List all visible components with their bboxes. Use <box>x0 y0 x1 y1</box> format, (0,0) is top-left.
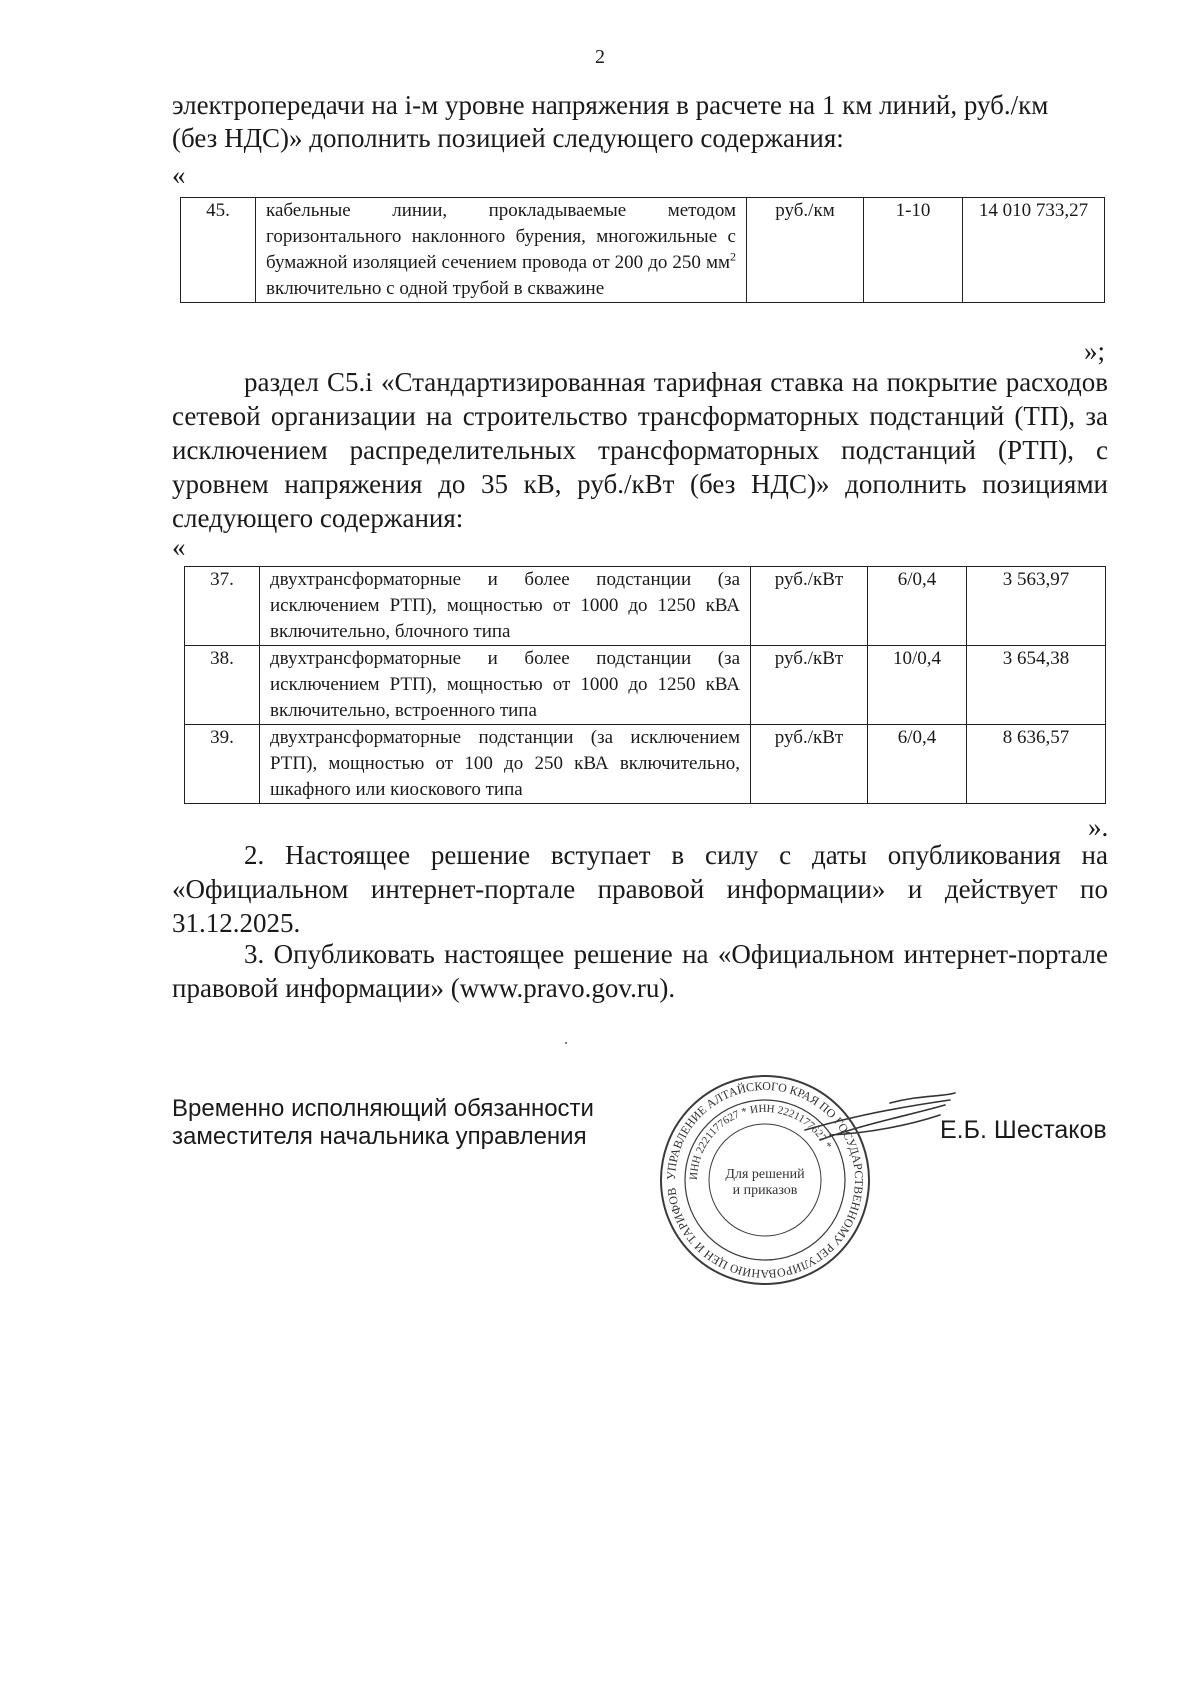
row-rate: 3 654,38 <box>967 646 1106 725</box>
row-description: двухтрансформаторные и более подстанции (за исключением РТП), мощностью от 1000 до 1250 кВА включительно, блочного типа <box>260 567 751 646</box>
svg-text:Для решений: Для решений <box>725 1167 805 1182</box>
row-description: двухтрансформаторные и более подстанции (за исключением РТП), мощностью от 1000 до 1250 кВА включительно, встроенного типа <box>260 646 751 725</box>
stray-dot <box>565 1042 567 1044</box>
rate-table-1 <box>180 197 1105 303</box>
row-number: 38. <box>185 646 260 725</box>
svg-text:и приказов: и приказов <box>732 1183 798 1198</box>
table-row <box>185 646 1106 725</box>
signatory-title-line-1: Временно исполняющий обязанности <box>172 1095 594 1122</box>
row-rate: 14 010 733,27 <box>963 198 1105 303</box>
row-description: двухтрансформаторные подстанции (за исключением РТП), мощностью от 100 до 250 кВА включительно, шкафного или киоскового типа <box>260 725 751 804</box>
row-voltage: 10/0,4 <box>868 646 967 725</box>
open-quote-1: « <box>172 160 186 190</box>
signatory-name: Е.Б. Шестаков <box>940 1116 1107 1144</box>
rate-table-2 <box>184 566 1106 804</box>
table-row <box>185 725 1106 804</box>
svg-text:ИНН 2221177627 * ИНН 222117762: ИНН 2221177627 * ИНН 2221177627 * <box>687 1102 834 1181</box>
official-stamp <box>655 1070 875 1290</box>
page-number: 2 <box>595 46 605 68</box>
row-rate: 8 636,57 <box>967 725 1106 804</box>
row-number: 39. <box>185 725 260 804</box>
row-voltage: 6/0,4 <box>868 567 967 646</box>
intro-line-2: (без НДС)» дополнить позицией следующего содержания: <box>172 123 844 153</box>
row-rate: 3 563,97 <box>967 567 1106 646</box>
clause-2: 2. Настоящее решение вступает в силу с даты опубликования на «Официальном интернет-портале правовой информации» и действует по 31.12.2025. <box>172 840 1108 938</box>
row-unit: руб./км <box>747 198 864 303</box>
section-paragraph: раздел С5.i «Стандартизированная тарифная ставка на покрытие расходов сетевой организации на строительство трансформаторных подстанций (ТП), за исключением распределительных трансформаторных подстанций (РТП), с уровнем напряжения до 35 кВ, руб./кВт (без НДС)» дополнить позициями следующего содержания: <box>172 367 1108 533</box>
row-number: 37. <box>185 567 260 646</box>
table-row <box>185 567 1106 646</box>
row-unit: руб./кВт <box>751 725 868 804</box>
intro-line-1: электропередачи на i-м уровне напряжения в расчете на 1 км линий, руб./км <box>172 90 1049 120</box>
row-unit: руб./кВт <box>751 567 868 646</box>
signatory-title-line-2: заместителя начальника управления <box>172 1123 587 1150</box>
row-number: 45. <box>181 198 256 303</box>
open-quote-2: « <box>172 532 186 562</box>
row-voltage: 1-10 <box>864 198 963 303</box>
row-unit: руб./кВт <box>751 646 868 725</box>
table-row <box>181 198 1105 303</box>
close-quote-2: ». <box>1088 812 1109 842</box>
svg-text:УПРАВЛЕНИЕ АЛТАЙСКОГО КРАЯ ПО: УПРАВЛЕНИЕ АЛТАЙСКОГО КРАЯ ПО ГОСУДАРСТВЕННОМУ РЕГУЛИРОВАНИЮ ЦЕН И ТАРИФОВ <box>663 1078 867 1282</box>
clause-3: 3. Опубликовать настоящее решение на «Официальном интернет-портале правовой информации» (www.pravo.gov.ru). <box>172 939 1108 1003</box>
close-quote-1: »; <box>1084 336 1106 366</box>
row-description: кабельные линии, прокладываемые методом горизонтального наклонного бурения, многожильные с бумажной изоляцией сечением провода от 200 до 250 $мм^2$ включительно с одной трубой в скважине <box>256 198 747 303</box>
row-voltage: 6/0,4 <box>868 725 967 804</box>
